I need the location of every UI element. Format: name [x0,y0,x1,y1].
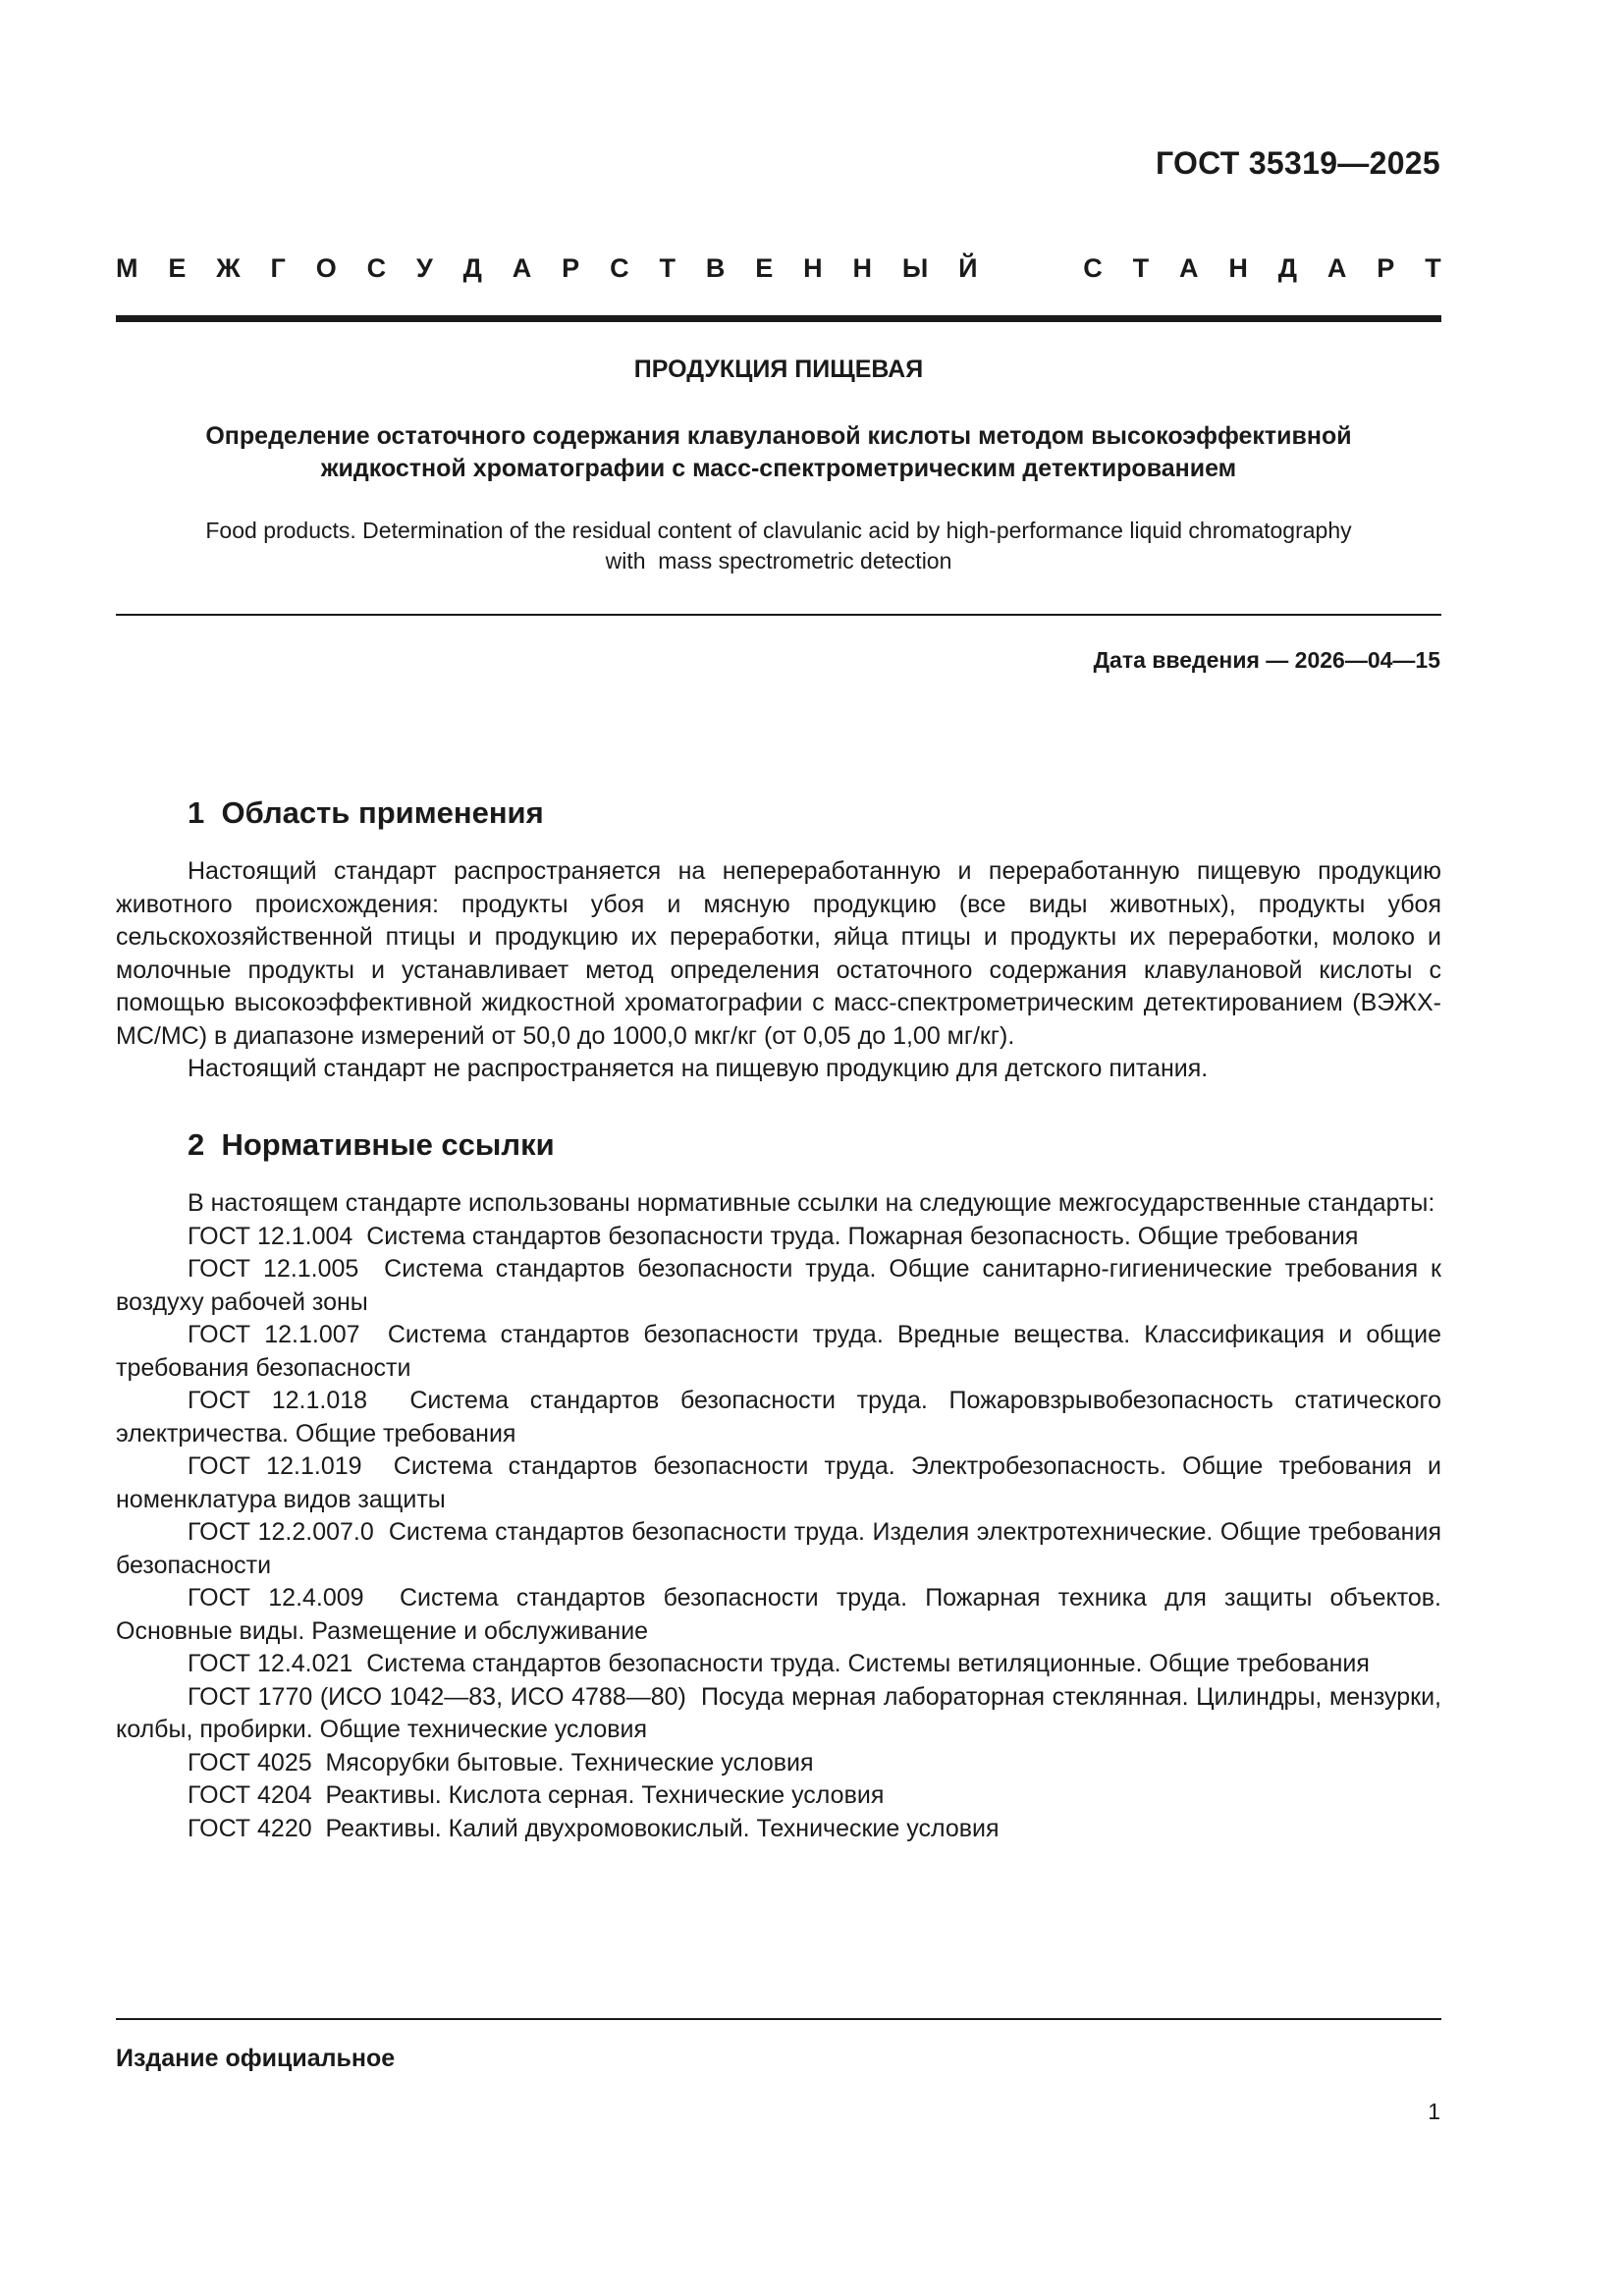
standard-type-letter: У [416,252,433,283]
reference-item: ГОСТ 4204 Реактивы. Кислота серная. Технические условия [188,1781,885,1809]
english-title-line-1: Food products. Determination of the residual content of clavulanic acid by high-performance liquid chromatography [205,518,1352,543]
reference-item: ГОСТ 1770 (ИСО 1042—83, ИСО 4788—80) Посуда мерная лабораторная стеклянная. Цилиндры, мензурки, колбы, пробирки. Общие технические условия [116,1682,1448,1743]
standard-type-letter: Н [1228,252,1248,283]
standard-type-letter: Г [270,252,286,283]
standard-type-letter: А [512,252,532,283]
standard-type-letter: Й [958,252,978,283]
standard-type-line [116,248,1441,288]
section-1-heading: 1 Область применения [188,795,544,830]
gost-number: ГОСТ 35319—2025 [1155,145,1440,181]
standard-type-letter: Р [562,252,580,283]
standard-type-letter: С [610,252,629,283]
standard-type-letter: Н [852,252,872,283]
reference-item: ГОСТ 12.1.019 Система стандартов безопасности труда. Электробезопасность. Общие требования и номенклатура видов защиты [116,1452,1448,1513]
section-1-body [116,855,1441,1086]
reference-item: ГОСТ 12.1.007 Система стандартов безопасности труда. Вредные вещества. Классификация и общие требования безопасности [116,1321,1448,1382]
reference-item: ГОСТ 12.1.018 Система стандартов безопасности труда. Пожаровзрывобезопасность статического электричества. Общие требования [116,1387,1448,1448]
standard-type-letter: О [315,252,337,283]
document-title: ПРОДУКЦИЯ ПИЩЕВАЯ [633,355,924,383]
reference-item: ГОСТ 4220 Реактивы. Калий двухромовокислый. Технические условия [188,1814,1000,1842]
standard-type-letter: А [1326,252,1347,283]
introduction-date: Дата введения — 2026—04—15 [1093,647,1440,673]
standard-type-letter: Е [755,252,774,283]
standard-type-letter: Т [1425,252,1441,283]
standard-type-letter: Т [1132,252,1150,283]
reference-item: ГОСТ 4025 Мясорубки бытовые. Технические условия [188,1748,814,1777]
standard-type-letter: В [705,252,726,283]
standard-type-letter: Р [1377,252,1395,283]
standard-type-letter: Н [803,252,823,283]
page-number: 1 [1428,2099,1440,2124]
reference-item: ГОСТ 12.1.004 Система стандартов безопасности труда. Пожарная безопасность. Общие требования [188,1222,1359,1250]
standard-type-letter: Ы [901,252,929,283]
standard-type-letter: Ж [216,252,241,283]
document-subtitle [116,420,1441,485]
official-edition-label: Издание официальное [116,2045,396,2072]
section-1-paragraph: Настоящий стандарт не распространяется на пищевую продукцию для детского питания. [188,1055,1209,1082]
standard-type-letter: А [1179,252,1199,283]
standard-type-letter: Д [462,252,482,283]
section-2-body [116,1187,1448,1845]
subtitle-line-2: жидкостной хроматографии с масс-спектрометрическим детектированием [320,455,1237,482]
standard-type-letter: Е [168,252,187,283]
english-title [116,516,1441,576]
section-1-paragraph: Настоящий стандарт распространяется на непереработанную и переработанную пищевую продукцию животного происхождения: продукты убоя и мясную продукцию (все виды животных), продукты убоя сельскохозяйственной птицы и продукцию их переработки, яйца птицы и продукты их переработки, молоко и молочные продукты и устанавливает метод определения остаточного содержания клавулановой кислоты с помощью высокоэффективной жидкостной хроматографии с масс-спектрометрическим детектированием (ВЭЖХ-МС/МС) в диапазоне измерений от 50,0 до 1000,0 мкг/кг (от 0,05 до 1,00 мг/кг). [116,857,1441,1050]
standard-type-letter: Т [659,252,676,283]
section-2-intro: В настоящем стандарте использованы нормативные ссылки на следующие межгосударственные стандарты: [188,1189,1435,1217]
reference-item: ГОСТ 12.4.021 Система стандартов безопасности труда. Системы ветиляционные. Общие требования [188,1650,1370,1677]
header-divider [116,315,1441,322]
section-2-heading: 2 Нормативные ссылки [188,1127,555,1162]
reference-item: ГОСТ 12.1.005 Система стандартов безопасности труда. Общие санитарно-гигиенические требования к воздуху рабочей зоны [116,1255,1448,1316]
footer-divider [116,2018,1441,2020]
standard-type-letter: С [366,252,387,283]
reference-item: ГОСТ 12.4.009 Система стандартов безопасности труда. Пожарная техника для защиты объектов. Основные виды. Размещение и обслуживание [116,1584,1448,1645]
english-title-line-2: with mass spectrometric detection [605,548,952,574]
standard-type-letter: С [1083,252,1103,283]
reference-item: ГОСТ 12.2.007.0 Система стандартов безопасности труда. Изделия электротехнические. Общие требования безопасности [116,1518,1448,1579]
title-divider [116,614,1441,616]
reference-list [116,1221,1448,1846]
subtitle-line-1: Определение остаточного содержания клавулановой кислоты методом высокоэффективной [205,422,1352,450]
standard-type-letter: М [116,252,138,283]
standard-type-letter: Д [1277,252,1298,283]
